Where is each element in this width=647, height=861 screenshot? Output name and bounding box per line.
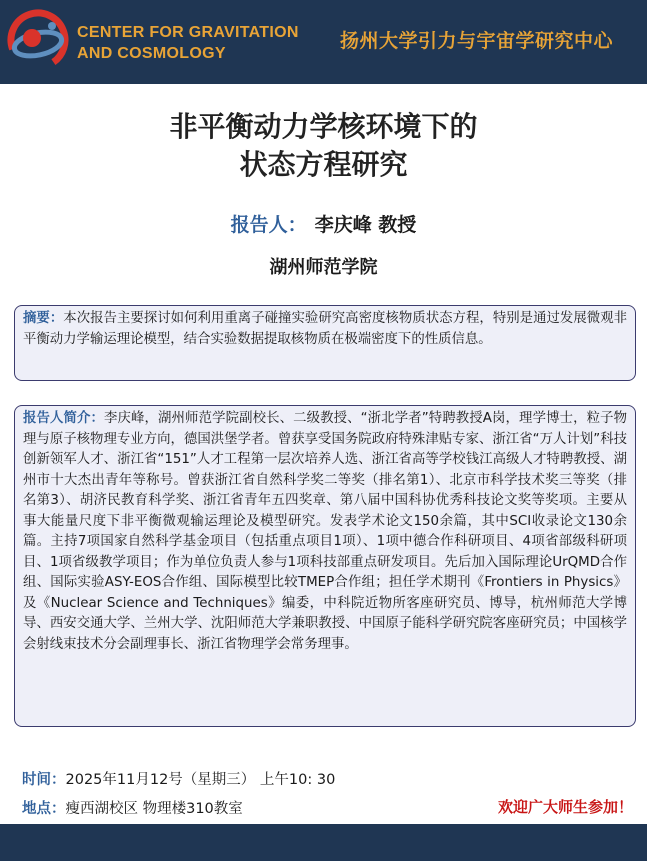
header-bar bbox=[0, 0, 647, 84]
bio-text: 李庆峰，湖州师范学院副校长、二级教授、“浙北学者”特聘教授A岗，理学博士，粒子物理与原子核物理专业方向，德国洪堡学者。曾获享受国务院政府特殊津贴专家、浙江省“万人计划”科技创新领军人才、浙江省“151”人才工程第一层次培养人选、浙江省高等学校钱江高级人才特聘教授、湖州市十大杰出青年等称号。曾获浙江省自然科学奖二等奖（排名第1）、北京市科学技术奖三等奖（排名第3）、胡济民教育科学奖、浙江省青年五四奖章、第八届中国科协优秀科技论文奖等奖项。主要从事大能量尺度下非平衡微观输运理论及模型研究。发表学术论文150余篇，其中SCI收录论文130余篇。主持7项国家自然科学基金项目（包括重点项目1项）、1项中德合作科研项目、4项省部级科研项目、1项省级教学项目；作为单位负责人参与1项科技部重点研发项目。先后加入国际理论UrQMD合作组、国际实验ASY-EOS合作组、国际模型比较TMEP合作组；担任学术期刊《Frontiers in Physics》及《Nuclear Science and Techniques》编委，中科院近物所客座研究员、博导，杭州师范大学博导、西安交通大学、兰州大学、沈阳师范大学兼职教授、中国原子能科学研究院客座研究员；中国核学会射线束技术分会副理事长、浙江省物理学会常务理事。 bbox=[23, 411, 627, 652]
title-line-2: 状态方程研究 bbox=[239, 148, 408, 181]
org-name-cn: 扬州大学引力与宇宙学研究中心 bbox=[340, 30, 614, 52]
bio-label: 报告人简介： bbox=[23, 411, 105, 426]
bio-box bbox=[14, 405, 636, 727]
footer-bar bbox=[0, 824, 647, 861]
welcome-text: 欢迎广大师生参加！ bbox=[497, 798, 633, 816]
abstract-label: 摘要： bbox=[23, 311, 64, 326]
time-label: 时间： bbox=[22, 772, 66, 788]
org-name-en: CENTER FOR GRAVITATION AND COSMOLOGY bbox=[77, 24, 299, 62]
abstract-box bbox=[14, 305, 636, 381]
time-line bbox=[22, 768, 335, 789]
swirl-logo-icon bbox=[6, 8, 70, 72]
speaker-name: 李庆峰 教授 bbox=[314, 214, 417, 236]
talk-title bbox=[0, 108, 647, 184]
place-label: 地点： bbox=[22, 801, 66, 817]
speaker-label: 报告人： bbox=[230, 214, 307, 236]
time-value: 2025年11月12号（星期三） 上午10: 30 bbox=[65, 772, 336, 788]
title-line-1: 非平衡动力学核环境下的 bbox=[169, 110, 478, 143]
speaker-affiliation: 湖州师范学院 bbox=[269, 257, 378, 278]
place-value: 瘦西湖校区 物理楼310教室 bbox=[65, 801, 243, 817]
place-line bbox=[22, 797, 243, 818]
abstract-text: 本次报告主要探讨如何利用重离子碰撞实验研究高密度核物质状态方程，特别是通过发展微观非平衡动力学输运理论模型，结合实验数据提取核物质在极端密度下的性质信息。 bbox=[23, 311, 628, 347]
speaker-line bbox=[0, 210, 647, 237]
